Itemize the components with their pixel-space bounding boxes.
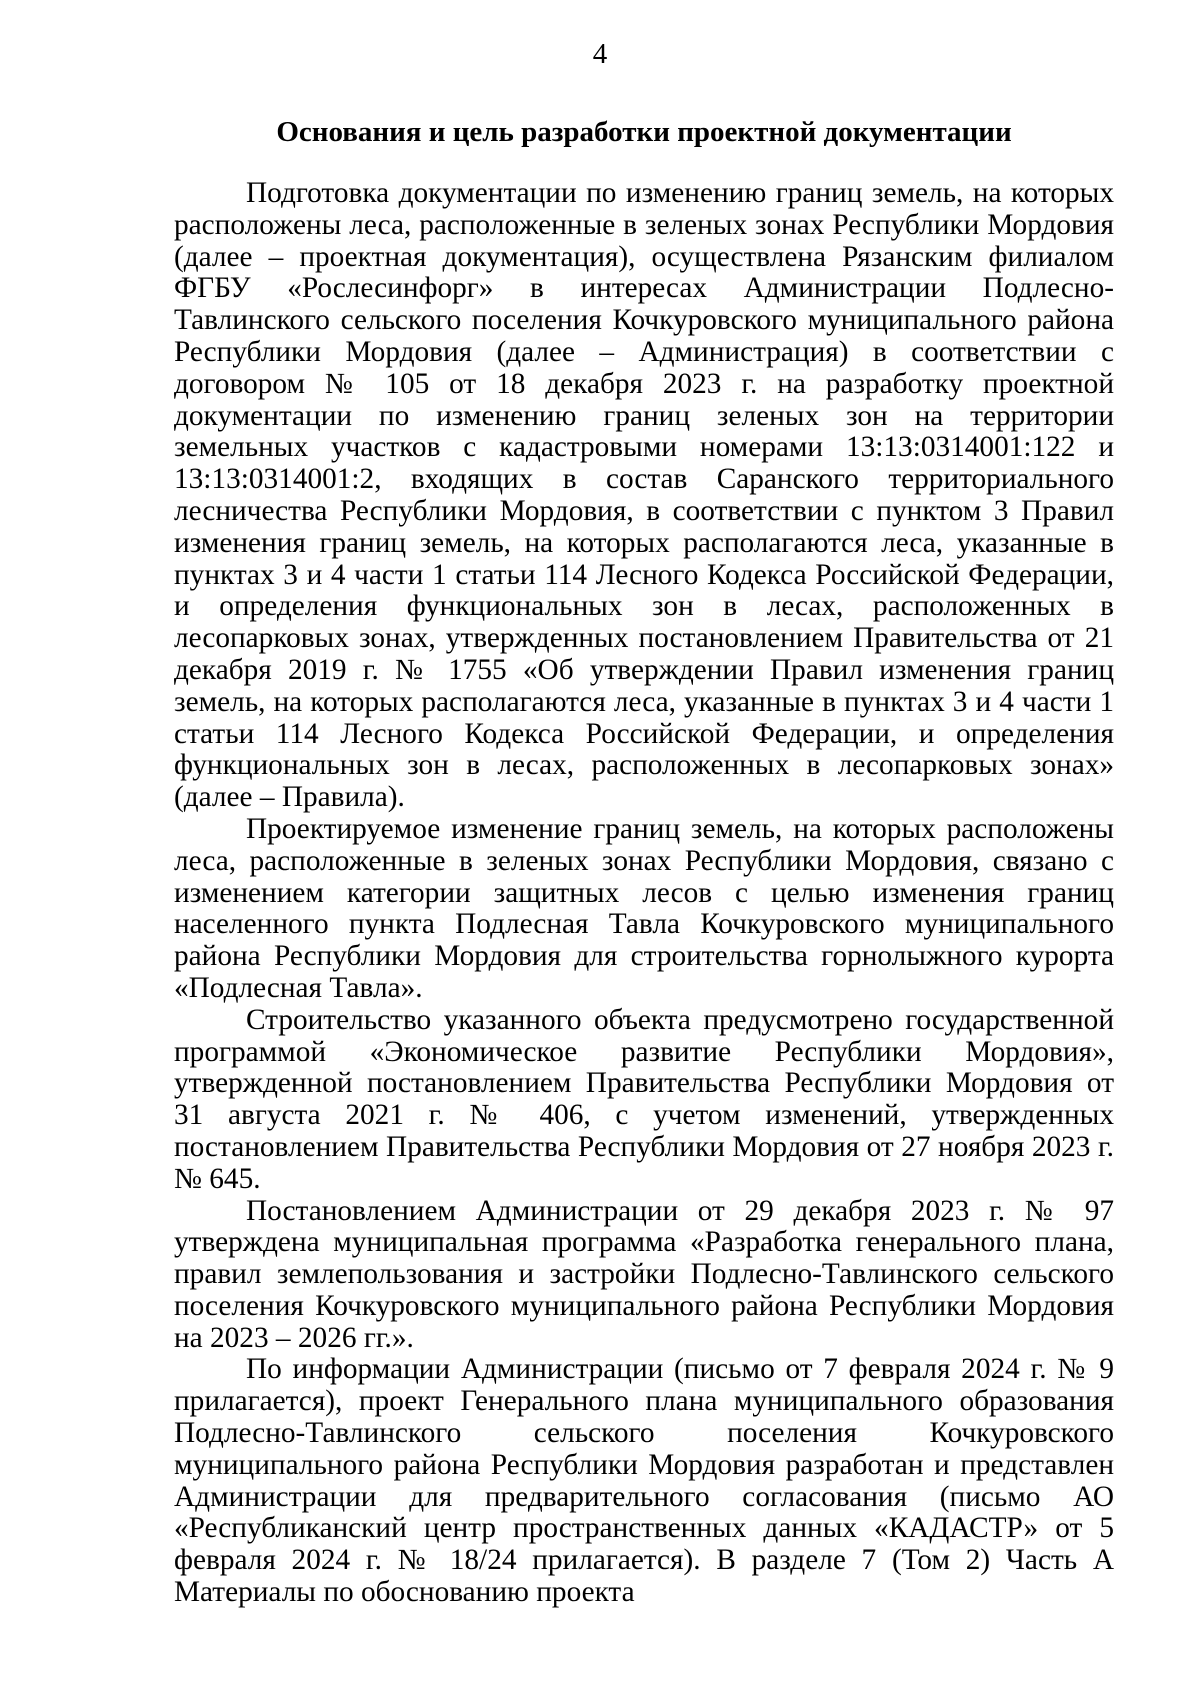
paragraph-basis: Подготовка документации по изменению границ земель, на которых расположены леса, расположенные в зеленых зонах Республики Мордовия (далее – проектная документация), осуществлена Рязанским филиалом ФГБУ «Рослесинфорг» в интересах Администрации Подлесно-Тавлинского сельского поселения Кочкуровского муниципального района Республики Мордовия (далее – Администрация) в соответствии с договором № 105 от 18 декабря 2023 г. на разработку проектной документации по изменению границ зеленых зон на территории земельных участков с кадастровыми номерами 13:13:0314001:122 и 13:13:0314001:2, входящих в состав Саранского территориального лесничества Республики Мордовия, в соответствии с пунктом 3 Правил изменения границ земель, на которых располагаются леса, указанные в пунктах 3 и 4 части 1 статьи 114 Лесного Кодекса Российской Федерации, и определения функциональных зон в лесах, расположенных в лесопарковых зонах, утвержденных постановлением Правительства от 21 декабря 2019 г. № 1755 «Об утверждении Правил изменения границ земель, на которых располагаются леса, указанные в пунктах 3 и 4 части 1 статьи 114 Лесного Кодекса Российской Федерации, и определения функциональных зон в лесах, расположенных в лесопарковых зонах» (далее – Правила). xyxy=(174,177,1114,814)
page-number: 4 xyxy=(592,38,608,70)
paragraph-boundary-change: Проектируемое изменение границ земель, на которых расположены леса, расположенные в зеленых зонах Республики Мордовия, связано с изменением категории защитных лесов с целью изменения границ населенного пункта Подлесная Тавла Кочкуровского муниципального района Республики Мордовия для строительства горнолыжного курорта «Подлесная Тавла». xyxy=(174,812,1114,1004)
paragraph-municipal-program: Постановлением Администрации от 29 декабря 2023 г. № 97 утверждена муниципальная программа «Разработка генерального плана, правил землепользования и застройки Подлесно-Тавлинского сельского поселения Кочкуровского муниципального района Республики Мордовия на 2023 – 2026 гг.». xyxy=(174,1194,1114,1354)
paragraph-state-program: Строительство указанного объекта предусмотрено государственной программой «Экономическое развитие Республики Мордовия», утвержденной постановлением Правительства Республики Мордовия от 31 августа 2021 г. № 406, с учетом изменений, утвержденных постановлением Правительства Республики Мордовия от 27 ноября 2023 г. № 645. xyxy=(174,1003,1114,1195)
paragraph-general-plan: По информации Администрации (письмо от 7 февраля 2024 г. № 9 прилагается), проект Генерального плана муниципального образования Подлесно-Тавлинского сельского поселения Кочкуровского муниципального района Республики Мордовия разработан и представлен Администрации для предварительного согласования (письмо АО «Республиканский центр пространственных данных «КАДАСТР» от 5 февраля 2024 г. № 18/24 прилагается). В разделе 7 (Том 2) Часть А Материалы по обоснованию проекта xyxy=(174,1353,1114,1609)
body-text xyxy=(174,178,1114,1609)
section-title: Основания и цель разработки проектной документации xyxy=(276,116,1012,148)
